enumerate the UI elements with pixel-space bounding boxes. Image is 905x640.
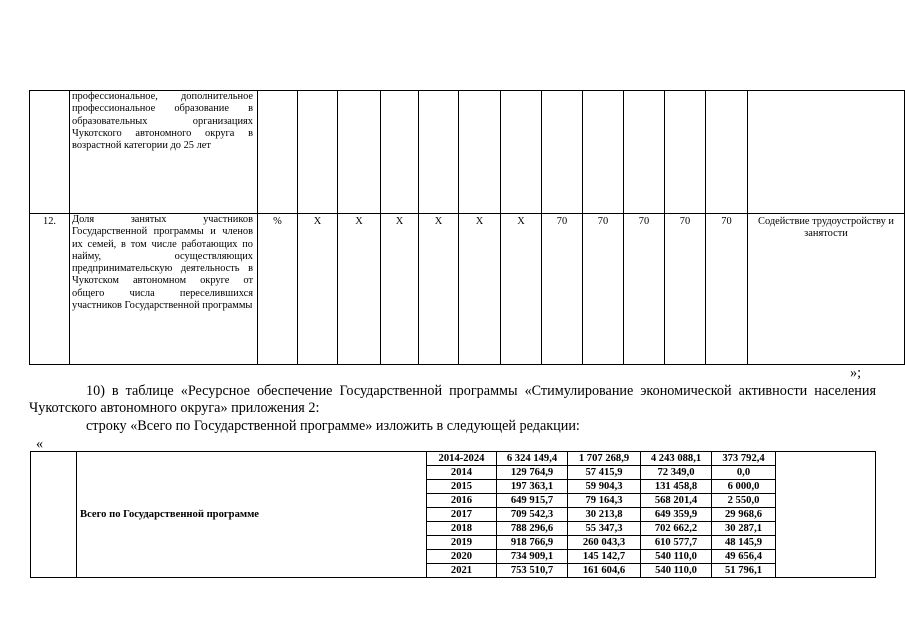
federal-cell: 59 904,3 — [568, 480, 641, 494]
federal-cell: 30 213,8 — [568, 508, 641, 522]
period-cell: 2019 — [427, 536, 497, 550]
federal-cell: 161 604,6 — [568, 564, 641, 578]
total-cell: 649 915,7 — [497, 494, 568, 508]
value-cell — [665, 91, 706, 214]
value-cell — [583, 91, 624, 214]
other-cell: 2 550,0 — [712, 494, 776, 508]
regional-cell: 131 458,8 — [641, 480, 712, 494]
value-cell — [338, 91, 381, 214]
total-cell: 129 764,9 — [497, 466, 568, 480]
regional-cell: 649 359,9 — [641, 508, 712, 522]
value-cell — [706, 91, 748, 214]
value-cell: 70 — [542, 214, 583, 365]
federal-cell: 145 142,7 — [568, 550, 641, 564]
value-cell: X — [419, 214, 459, 365]
value-cell — [459, 91, 501, 214]
regional-cell: 702 662,2 — [641, 522, 712, 536]
unit-cell: % — [258, 214, 298, 365]
value-cell: X — [381, 214, 419, 365]
federal-cell: 1 707 268,9 — [568, 452, 641, 466]
period-cell: 2017 — [427, 508, 497, 522]
period-cell: 2014-2024 — [427, 452, 497, 466]
total-cell: 709 542,3 — [497, 508, 568, 522]
other-cell: 51 796,1 — [712, 564, 776, 578]
value-cell — [542, 91, 583, 214]
other-cell: 30 287,1 — [712, 522, 776, 536]
empty-cell — [31, 452, 77, 578]
value-cell: 70 — [706, 214, 748, 365]
table-row — [31, 452, 876, 466]
federal-cell: 57 415,9 — [568, 466, 641, 480]
value-cell: X — [338, 214, 381, 365]
unit-cell — [258, 91, 298, 214]
regional-cell: 568 201,4 — [641, 494, 712, 508]
total-cell: 788 296,6 — [497, 522, 568, 536]
value-cell: 70 — [624, 214, 665, 365]
value-cell: X — [459, 214, 501, 365]
indicator-description: Доля занятых участников Государственной программы и членов их семей, в том числе работающих по найму, осуществляющих предпринимательскую деятельность в Чукотском автономном округе от общего числа переселившихся участников Государственной программы — [70, 214, 258, 365]
other-cell: 373 792,4 — [712, 452, 776, 466]
responsible-cell — [748, 91, 905, 214]
value-cell: 70 — [665, 214, 706, 365]
total-label-cell: Всего по Государственной программе — [77, 452, 427, 578]
value-cell — [298, 91, 338, 214]
empty-cell — [776, 452, 876, 578]
other-cell: 29 968,6 — [712, 508, 776, 522]
value-cell — [419, 91, 459, 214]
period-cell: 2020 — [427, 550, 497, 564]
value-cell: 70 — [583, 214, 624, 365]
regional-cell: 540 110,0 — [641, 564, 712, 578]
other-cell: 6 000,0 — [712, 480, 776, 494]
indicators-table — [29, 90, 905, 365]
period-cell: 2014 — [427, 466, 497, 480]
table-row — [30, 91, 905, 214]
period-cell: 2016 — [427, 494, 497, 508]
other-cell: 49 656,4 — [712, 550, 776, 564]
value-cell — [624, 91, 665, 214]
federal-cell: 260 043,3 — [568, 536, 641, 550]
opening-quote: « — [36, 436, 44, 452]
paragraph-10: 10) в таблице «Ресурсное обеспечение Государственной программы «Стимулирование экономической активности населения Чукотского автономного округа» приложения 2: — [29, 383, 876, 416]
total-cell: 734 909,1 — [497, 550, 568, 564]
table-row — [30, 214, 905, 365]
regional-cell: 540 110,0 — [641, 550, 712, 564]
federal-cell: 55 347,3 — [568, 522, 641, 536]
period-cell: 2015 — [427, 480, 497, 494]
paragraph-row-replace: строку «Всего по Государственной программе» изложить в следующей редакции: — [86, 418, 580, 434]
row-number-cell: 12. — [30, 214, 70, 365]
period-cell: 2018 — [427, 522, 497, 536]
regional-cell: 610 577,7 — [641, 536, 712, 550]
row-number-cell — [30, 91, 70, 214]
closing-quote: »; — [850, 365, 862, 381]
regional-cell: 72 349,0 — [641, 466, 712, 480]
responsible-cell: Содействие трудоустройству и занятости — [748, 214, 905, 365]
total-cell: 918 766,9 — [497, 536, 568, 550]
other-cell: 0,0 — [712, 466, 776, 480]
regional-cell: 4 243 088,1 — [641, 452, 712, 466]
value-cell — [501, 91, 542, 214]
resources-table — [30, 451, 876, 578]
total-cell: 753 510,7 — [497, 564, 568, 578]
value-cell: X — [298, 214, 338, 365]
other-cell: 48 145,9 — [712, 536, 776, 550]
period-cell: 2021 — [427, 564, 497, 578]
value-cell — [381, 91, 419, 214]
indicator-description: профессиональное, дополнительное профессиональное образование в образовательных организациях Чукотского автономного округа в возрастной категории до 25 лет — [70, 91, 258, 214]
total-cell: 197 363,1 — [497, 480, 568, 494]
federal-cell: 79 164,3 — [568, 494, 641, 508]
total-cell: 6 324 149,4 — [497, 452, 568, 466]
value-cell: X — [501, 214, 542, 365]
